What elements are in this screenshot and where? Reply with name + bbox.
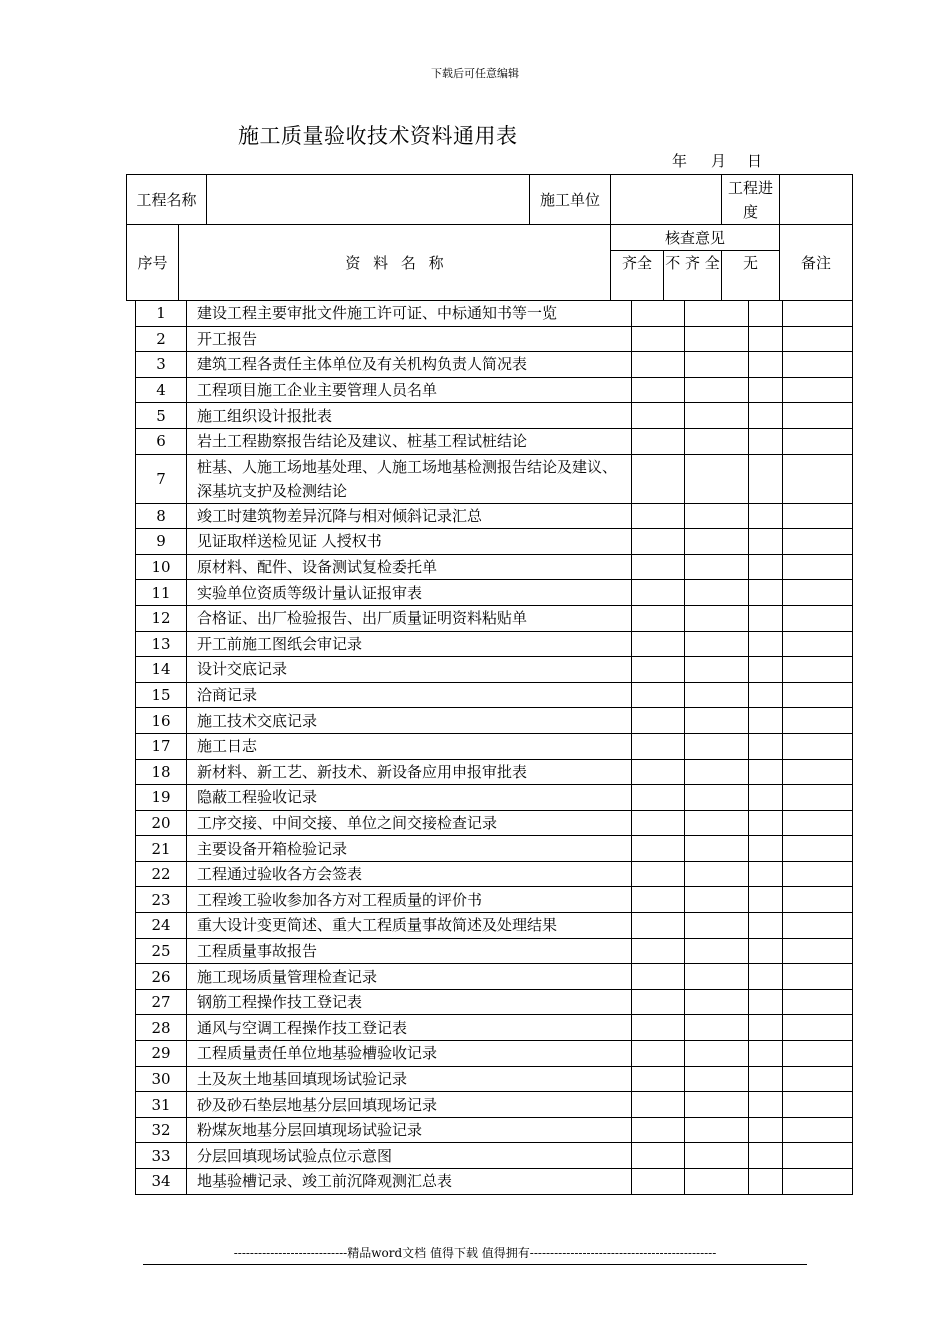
row-none-cell[interactable]: [749, 503, 783, 529]
row-incomplete-cell[interactable]: [685, 377, 749, 403]
row-incomplete-cell[interactable]: [685, 861, 749, 887]
row-incomplete-cell[interactable]: [685, 1041, 749, 1067]
row-incomplete-cell[interactable]: [685, 657, 749, 683]
row-remarks-cell[interactable]: [783, 836, 853, 862]
row-incomplete-cell[interactable]: [685, 554, 749, 580]
row-complete-cell[interactable]: [632, 1041, 685, 1067]
table-row: [136, 861, 853, 887]
row-doc-name: 见证取样送检见证 人授权书: [187, 529, 632, 555]
row-number: 23: [136, 887, 187, 913]
row-remarks-cell[interactable]: [783, 913, 853, 939]
progress-label: 工程进度: [722, 175, 780, 225]
row-doc-name: 施工日志: [187, 733, 632, 759]
row-doc-name: 砂及砂石垫层地基分层回填现场记录: [187, 1092, 632, 1118]
construction-unit-value[interactable]: [611, 175, 722, 225]
row-doc-name: 主要设备开箱检验记录: [187, 836, 632, 862]
row-incomplete-cell[interactable]: [685, 1169, 749, 1195]
row-number: 14: [136, 657, 187, 683]
row-doc-name: 合格证、出厂检验报告、出厂质量证明资料粘贴单: [187, 605, 632, 631]
row-doc-name: 工程质量事故报告: [187, 938, 632, 964]
row-number: 3: [136, 352, 187, 378]
row-none-cell[interactable]: [749, 1143, 783, 1169]
row-complete-cell[interactable]: [632, 1169, 685, 1195]
row-remarks-cell[interactable]: [783, 887, 853, 913]
row-incomplete-cell[interactable]: [685, 503, 749, 529]
row-incomplete-cell[interactable]: [685, 785, 749, 811]
row-doc-name: 工序交接、中间交接、单位之间交接检查记录: [187, 810, 632, 836]
row-complete-cell[interactable]: [632, 989, 685, 1015]
row-complete-cell[interactable]: [632, 631, 685, 657]
row-none-cell[interactable]: [749, 1015, 783, 1041]
row-remarks-cell[interactable]: [783, 1169, 853, 1195]
row-remarks-cell[interactable]: [783, 580, 853, 606]
table-row: [136, 1015, 853, 1041]
row-remarks-cell[interactable]: [783, 403, 853, 429]
row-complete-cell[interactable]: [632, 657, 685, 683]
row-none-cell[interactable]: [749, 605, 783, 631]
row-number: 16: [136, 708, 187, 734]
row-doc-name: 工程质量责任单位地基验槽验收记录: [187, 1041, 632, 1067]
row-none-cell[interactable]: [749, 785, 783, 811]
row-incomplete-cell[interactable]: [685, 529, 749, 555]
table-row: [136, 503, 853, 529]
row-incomplete-cell[interactable]: [685, 887, 749, 913]
row-number: 8: [136, 503, 187, 529]
date-year-label: 年: [672, 152, 688, 170]
row-none-cell[interactable]: [749, 810, 783, 836]
row-none-cell[interactable]: [749, 1092, 783, 1118]
table-row: [136, 733, 853, 759]
row-remarks-cell[interactable]: [783, 1117, 853, 1143]
table-row: [136, 836, 853, 862]
row-number: 4: [136, 377, 187, 403]
row-incomplete-cell[interactable]: [685, 964, 749, 990]
row-number: 28: [136, 1015, 187, 1041]
row-remarks-cell[interactable]: [783, 861, 853, 887]
row-doc-name: 开工前施工图纸会审记录: [187, 631, 632, 657]
row-complete-cell[interactable]: [632, 861, 685, 887]
row-none-cell[interactable]: [749, 428, 783, 454]
row-remarks-cell[interactable]: [783, 1066, 853, 1092]
table-row: [136, 352, 853, 378]
row-complete-cell[interactable]: [632, 580, 685, 606]
table-row: [136, 1066, 853, 1092]
doc-name-header: 资 料 名 称: [179, 225, 611, 301]
row-complete-cell[interactable]: [632, 1143, 685, 1169]
row-none-cell[interactable]: [749, 1066, 783, 1092]
row-remarks-cell[interactable]: [783, 1092, 853, 1118]
row-incomplete-cell[interactable]: [685, 938, 749, 964]
row-remarks-cell[interactable]: [783, 529, 853, 555]
row-number: 26: [136, 964, 187, 990]
row-incomplete-cell[interactable]: [685, 1143, 749, 1169]
table-row: [136, 887, 853, 913]
row-none-cell[interactable]: [749, 759, 783, 785]
row-none-cell[interactable]: [749, 326, 783, 352]
row-complete-cell[interactable]: [632, 1117, 685, 1143]
row-remarks-cell[interactable]: [783, 938, 853, 964]
row-number: 7: [136, 454, 187, 503]
row-doc-name: 工程竣工验收参加各方对工程质量的评价书: [187, 887, 632, 913]
progress-value[interactable]: [780, 175, 853, 225]
table-row: [136, 326, 853, 352]
row-complete-cell[interactable]: [632, 708, 685, 734]
row-remarks-cell[interactable]: [783, 810, 853, 836]
row-doc-name: 地基验槽记录、竣工前沉降观测汇总表: [187, 1169, 632, 1195]
table-row: [136, 938, 853, 964]
row-complete-cell[interactable]: [632, 1066, 685, 1092]
row-incomplete-cell[interactable]: [685, 326, 749, 352]
table-row: [136, 1041, 853, 1067]
row-remarks-cell[interactable]: [783, 1143, 853, 1169]
row-none-cell[interactable]: [749, 836, 783, 862]
row-none-cell[interactable]: [749, 301, 783, 327]
row-doc-name: 施工现场质量管理检查记录: [187, 964, 632, 990]
row-none-cell[interactable]: [749, 682, 783, 708]
row-doc-name: 土及灰土地基回填现场试验记录: [187, 1066, 632, 1092]
row-none-cell[interactable]: [749, 1041, 783, 1067]
row-none-cell[interactable]: [749, 913, 783, 939]
row-incomplete-cell[interactable]: [685, 682, 749, 708]
row-none-cell[interactable]: [749, 1117, 783, 1143]
seq-header: 序号: [127, 225, 179, 301]
row-remarks-cell[interactable]: [783, 554, 853, 580]
row-none-cell[interactable]: [749, 1169, 783, 1195]
row-incomplete-cell[interactable]: [685, 605, 749, 631]
row-doc-name: 岩土工程勘察报告结论及建议、桩基工程试桩结论: [187, 428, 632, 454]
row-none-cell[interactable]: [749, 964, 783, 990]
table-row: [136, 377, 853, 403]
row-number: 18: [136, 759, 187, 785]
row-number: 29: [136, 1041, 187, 1067]
row-number: 11: [136, 580, 187, 606]
row-doc-name: 原材料、配件、设备测试复检委托单: [187, 554, 632, 580]
top-note: 下载后可任意编辑: [431, 67, 519, 80]
row-number: 20: [136, 810, 187, 836]
row-complete-cell[interactable]: [632, 377, 685, 403]
remarks-header: 备注: [780, 225, 853, 301]
row-incomplete-cell[interactable]: [685, 810, 749, 836]
table-row: [136, 1117, 853, 1143]
row-remarks-cell[interactable]: [783, 785, 853, 811]
row-none-cell[interactable]: [749, 887, 783, 913]
row-complete-cell[interactable]: [632, 301, 685, 327]
row-doc-name: 工程项目施工企业主要管理人员名单: [187, 377, 632, 403]
table-row: [136, 810, 853, 836]
page-title: 施工质量验收技术资料通用表: [238, 124, 518, 148]
row-doc-name: 钢筋工程操作技工登记表: [187, 989, 632, 1015]
row-none-cell[interactable]: [749, 529, 783, 555]
row-complete-cell[interactable]: [632, 605, 685, 631]
row-complete-cell[interactable]: [632, 733, 685, 759]
footer-divider: [143, 1264, 807, 1265]
row-complete-cell[interactable]: [632, 428, 685, 454]
row-complete-cell[interactable]: [632, 964, 685, 990]
row-complete-cell[interactable]: [632, 326, 685, 352]
row-doc-name: 洽商记录: [187, 682, 632, 708]
row-remarks-cell[interactable]: [783, 1041, 853, 1067]
row-complete-cell[interactable]: [632, 352, 685, 378]
complete-header: 齐全: [611, 251, 664, 301]
row-number: 5: [136, 403, 187, 429]
row-none-cell[interactable]: [749, 861, 783, 887]
row-number: 2: [136, 326, 187, 352]
incomplete-header: 不 齐 全: [664, 251, 722, 301]
row-number: 25: [136, 938, 187, 964]
row-incomplete-cell[interactable]: [685, 428, 749, 454]
row-complete-cell[interactable]: [632, 836, 685, 862]
row-number: 33: [136, 1143, 187, 1169]
table-row: [136, 759, 853, 785]
date-month-label: 月: [711, 152, 727, 170]
row-complete-cell[interactable]: [632, 810, 685, 836]
row-none-cell[interactable]: [749, 454, 783, 503]
row-incomplete-cell[interactable]: [685, 759, 749, 785]
table-row: [136, 554, 853, 580]
row-doc-name: 施工组织设计报批表: [187, 403, 632, 429]
table-row: [136, 631, 853, 657]
row-remarks-cell[interactable]: [783, 377, 853, 403]
table-row: [136, 657, 853, 683]
row-number: 6: [136, 428, 187, 454]
row-incomplete-cell[interactable]: [685, 454, 749, 503]
row-incomplete-cell[interactable]: [685, 989, 749, 1015]
row-incomplete-cell[interactable]: [685, 836, 749, 862]
header-table: [126, 174, 853, 301]
row-doc-name: 建筑工程各责任主体单位及有关机构负责人简况表: [187, 352, 632, 378]
documents-table: [135, 300, 853, 1195]
row-none-cell[interactable]: [749, 708, 783, 734]
row-number: 32: [136, 1117, 187, 1143]
row-complete-cell[interactable]: [632, 454, 685, 503]
row-doc-name: 分层回填现场试验点位示意图: [187, 1143, 632, 1169]
row-incomplete-cell[interactable]: [685, 301, 749, 327]
row-complete-cell[interactable]: [632, 1015, 685, 1041]
table-row: [136, 708, 853, 734]
row-number: 31: [136, 1092, 187, 1118]
none-header: 无: [722, 251, 780, 301]
row-number: 9: [136, 529, 187, 555]
row-number: 34: [136, 1169, 187, 1195]
row-none-cell[interactable]: [749, 938, 783, 964]
row-complete-cell[interactable]: [632, 759, 685, 785]
table-row: [136, 529, 853, 555]
row-number: 30: [136, 1066, 187, 1092]
table-row: [136, 301, 853, 327]
row-none-cell[interactable]: [749, 352, 783, 378]
row-doc-name: 建设工程主要审批文件施工许可证、中标通知书等一览: [187, 301, 632, 327]
row-number: 27: [136, 989, 187, 1015]
table-row: [136, 1143, 853, 1169]
row-remarks-cell[interactable]: [783, 708, 853, 734]
table-row: [136, 454, 853, 503]
row-complete-cell[interactable]: [632, 913, 685, 939]
table-row: [136, 1092, 853, 1118]
row-doc-name: 重大设计变更简述、重大工程质量事故简述及处理结果: [187, 913, 632, 939]
row-number: 22: [136, 861, 187, 887]
row-incomplete-cell[interactable]: [685, 733, 749, 759]
row-remarks-cell[interactable]: [783, 631, 853, 657]
row-complete-cell[interactable]: [632, 529, 685, 555]
table-row: [136, 682, 853, 708]
row-complete-cell[interactable]: [632, 887, 685, 913]
row-incomplete-cell[interactable]: [685, 1092, 749, 1118]
row-remarks-cell[interactable]: [783, 428, 853, 454]
row-number: 24: [136, 913, 187, 939]
row-remarks-cell[interactable]: [783, 759, 853, 785]
check-opinion-header: 核查意见: [611, 225, 780, 251]
footer-text: ----------------------------精品word文档 值得下载 值得拥有----------------------------------------------: [233, 1246, 717, 1260]
row-remarks-cell[interactable]: [783, 657, 853, 683]
row-complete-cell[interactable]: [632, 1092, 685, 1118]
row-number: 21: [136, 836, 187, 862]
row-none-cell[interactable]: [749, 377, 783, 403]
row-doc-name: 新材料、新工艺、新技术、新设备应用申报审批表: [187, 759, 632, 785]
table-row: [136, 605, 853, 631]
table-row: [136, 964, 853, 990]
row-doc-name: 设计交底记录: [187, 657, 632, 683]
table-row: [136, 989, 853, 1015]
row-remarks-cell[interactable]: [783, 682, 853, 708]
row-remarks-cell[interactable]: [783, 1015, 853, 1041]
project-name-value[interactable]: [207, 175, 530, 225]
row-remarks-cell[interactable]: [783, 989, 853, 1015]
row-doc-name: 竣工时建筑物差异沉降与相对倾斜记录汇总: [187, 503, 632, 529]
row-number: 15: [136, 682, 187, 708]
row-number: 10: [136, 554, 187, 580]
row-none-cell[interactable]: [749, 631, 783, 657]
row-incomplete-cell[interactable]: [685, 580, 749, 606]
row-number: 1: [136, 301, 187, 327]
row-complete-cell[interactable]: [632, 403, 685, 429]
row-complete-cell[interactable]: [632, 938, 685, 964]
date-day-label: 日: [747, 152, 763, 170]
row-incomplete-cell[interactable]: [685, 403, 749, 429]
row-none-cell[interactable]: [749, 989, 783, 1015]
row-incomplete-cell[interactable]: [685, 352, 749, 378]
table-row: [136, 1169, 853, 1195]
row-number: 19: [136, 785, 187, 811]
project-name-label: 工程名称: [127, 175, 207, 225]
table-row: [136, 580, 853, 606]
row-number: 12: [136, 605, 187, 631]
row-number: 13: [136, 631, 187, 657]
row-doc-name: 通风与空调工程操作技工登记表: [187, 1015, 632, 1041]
row-complete-cell[interactable]: [632, 682, 685, 708]
row-none-cell[interactable]: [749, 403, 783, 429]
row-incomplete-cell[interactable]: [685, 1066, 749, 1092]
row-number: 17: [136, 733, 187, 759]
row-incomplete-cell[interactable]: [685, 708, 749, 734]
row-doc-name: 桩基、人施工场地基处理、人施工场地基检测报告结论及建议、深基坑支护及检测结论: [187, 454, 632, 503]
table-row: [136, 913, 853, 939]
row-none-cell[interactable]: [749, 580, 783, 606]
table-row: [136, 785, 853, 811]
row-remarks-cell[interactable]: [783, 964, 853, 990]
row-remarks-cell[interactable]: [783, 454, 853, 503]
row-doc-name: 施工技术交底记录: [187, 708, 632, 734]
row-doc-name: 开工报告: [187, 326, 632, 352]
row-incomplete-cell[interactable]: [685, 1117, 749, 1143]
row-none-cell[interactable]: [749, 657, 783, 683]
row-remarks-cell[interactable]: [783, 733, 853, 759]
row-remarks-cell[interactable]: [783, 326, 853, 352]
row-doc-name: 隐蔽工程验收记录: [187, 785, 632, 811]
row-doc-name: 粉煤灰地基分层回填现场试验记录: [187, 1117, 632, 1143]
row-doc-name: 实验单位资质等级计量认证报审表: [187, 580, 632, 606]
table-row: [136, 428, 853, 454]
row-complete-cell[interactable]: [632, 503, 685, 529]
row-complete-cell[interactable]: [632, 554, 685, 580]
table-row: [136, 403, 853, 429]
row-remarks-cell[interactable]: [783, 352, 853, 378]
row-remarks-cell[interactable]: [783, 301, 853, 327]
row-incomplete-cell[interactable]: [685, 631, 749, 657]
row-complete-cell[interactable]: [632, 785, 685, 811]
row-incomplete-cell[interactable]: [685, 1015, 749, 1041]
row-remarks-cell[interactable]: [783, 605, 853, 631]
row-doc-name: 工程通过验收各方会签表: [187, 861, 632, 887]
row-incomplete-cell[interactable]: [685, 913, 749, 939]
row-remarks-cell[interactable]: [783, 503, 853, 529]
row-none-cell[interactable]: [749, 733, 783, 759]
construction-unit-label: 施工单位: [530, 175, 611, 225]
row-none-cell[interactable]: [749, 554, 783, 580]
